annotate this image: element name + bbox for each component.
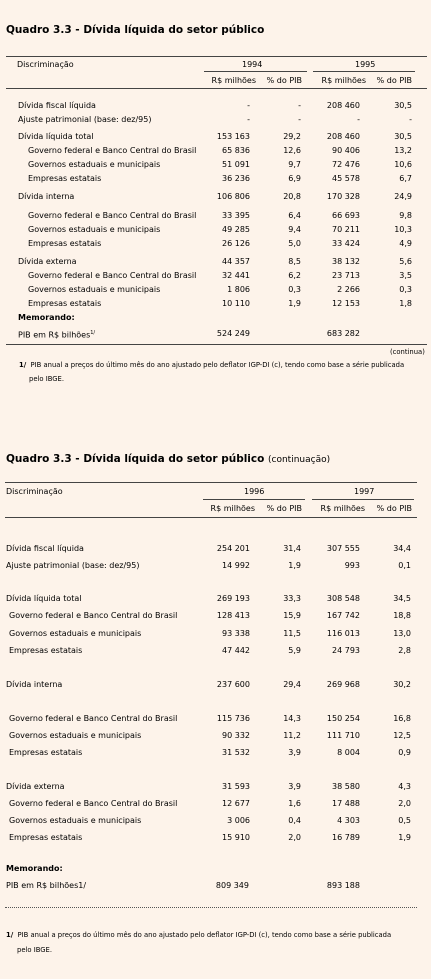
row-value: 23 713 (332, 271, 360, 280)
row-value: 26 126 (222, 239, 250, 248)
row-value: 16 789 (332, 833, 360, 842)
table2-title (6, 453, 330, 465)
row-value: 30,5 (394, 132, 412, 141)
row-value: 3,5 (399, 271, 412, 280)
row-value: 115 736 (216, 714, 250, 723)
table2-header-discriminacao: Discriminação (6, 487, 63, 496)
row-value: 29,2 (283, 132, 301, 141)
row-value: 12,5 (393, 731, 411, 740)
row-label: Empresas estatais (9, 833, 83, 842)
row-value: 0,9 (398, 748, 411, 757)
row-label: Governo federal e Banco Central do Brasil (9, 611, 178, 620)
row-value: 3,9 (288, 748, 301, 757)
row-label: Dívida líquida total (18, 132, 94, 141)
row-label: Governo federal e Banco Central do Brasil (28, 146, 197, 155)
row-label: Governos estaduais e municipais (9, 731, 142, 740)
row-label: Ajuste patrimonial (base: dez/95) (6, 561, 140, 570)
row-value: - (247, 101, 250, 110)
row-value: 6,2 (288, 271, 301, 280)
table1-header-year-2: 1995 (355, 60, 376, 69)
row-value: 6,9 (288, 174, 301, 183)
table1-footnote (19, 359, 404, 371)
table1-top-rule (6, 56, 427, 57)
row-label: Ajuste patrimonial (base: dez/95) (18, 115, 152, 124)
row-value: 49 285 (222, 225, 250, 234)
table2-footnote-line1: PIB anual a preços do último mês do ano ajustado pelo deflator IGP-DI (c), tendo como base a série publicada (17, 931, 392, 939)
row-value: 33 395 (222, 211, 250, 220)
row-value: 5,0 (288, 239, 301, 248)
row-label: Dívida interna (18, 192, 75, 201)
row-value: 11,2 (283, 731, 301, 740)
row-label: Governo federal e Banco Central do Brasil (9, 799, 178, 808)
row-value: 13,0 (393, 629, 411, 638)
table2-header-year-1: 1996 (244, 487, 265, 496)
table1-pib-1994: 524 249 (216, 329, 250, 338)
table1-year1-rule (204, 71, 307, 72)
row-value: 51 091 (222, 160, 250, 169)
row-value: 65 836 (222, 146, 250, 155)
row-value: 45 578 (332, 174, 360, 183)
row-value: 13,2 (394, 146, 412, 155)
row-value: 153 163 (216, 132, 250, 141)
row-label: Dívida fiscal líquida (6, 544, 84, 553)
row-value: 1,8 (399, 299, 412, 308)
row-value: 993 (344, 561, 360, 570)
row-value: 9,4 (288, 225, 301, 234)
row-value: 106 806 (216, 192, 250, 201)
table1-subheader: R$ milhões (321, 76, 366, 85)
row-value: 20,8 (283, 192, 301, 201)
row-value: 269 968 (326, 680, 360, 689)
table2-subheader: % do PIB (376, 504, 412, 513)
row-value: 0,1 (398, 561, 411, 570)
row-label: Dívida externa (6, 782, 65, 791)
row-value: 1,9 (288, 561, 301, 570)
table1-pib-footnote-mark: 1/ (90, 330, 96, 336)
row-value: 4,9 (399, 239, 412, 248)
row-value: 8,5 (288, 257, 301, 266)
row-label: Dívida fiscal líquida (18, 101, 96, 110)
row-label: Governo federal e Banco Central do Brasil (9, 714, 178, 723)
row-value: 15 910 (222, 833, 250, 842)
row-label: Empresas estatais (28, 174, 102, 183)
row-value: 16,8 (393, 714, 411, 723)
table1-footnote-mark: 1/ (19, 361, 27, 369)
row-label: Governo federal e Banco Central do Brasil (28, 271, 197, 280)
table2-memorando: Memorando: (6, 864, 63, 873)
row-value: 30,2 (393, 680, 411, 689)
row-value: 254 201 (216, 544, 250, 553)
row-value: 237 600 (216, 680, 250, 689)
table2-year1-rule (203, 499, 305, 500)
row-value: 12 677 (222, 799, 250, 808)
table2-title-continuacao: (continuação) (268, 455, 331, 465)
row-value: 0,5 (398, 816, 411, 825)
row-value: 116 013 (326, 629, 360, 638)
row-label: Empresas estatais (9, 646, 83, 655)
row-value: 38 580 (332, 782, 360, 791)
row-value: 3,9 (288, 782, 301, 791)
table2-header-year-2: 1997 (354, 487, 375, 496)
row-value: 12 153 (332, 299, 360, 308)
row-value: 44 357 (222, 257, 250, 266)
row-value: 0,3 (399, 285, 412, 294)
row-value: 31 593 (222, 782, 250, 791)
row-value: 1,6 (288, 799, 301, 808)
row-label: Governos estaduais e municipais (9, 816, 142, 825)
row-label: Empresas estatais (28, 299, 102, 308)
row-value: 10,6 (394, 160, 412, 169)
row-value: 9,8 (399, 211, 412, 220)
row-value: 10,3 (394, 225, 412, 234)
table1-header-discriminacao: Discriminação (17, 60, 74, 69)
row-label: Dívida líquida total (6, 594, 82, 603)
row-value: 12,6 (283, 146, 301, 155)
table1-pib-label (18, 328, 95, 341)
row-value: 93 338 (222, 629, 250, 638)
row-value: 1 806 (227, 285, 250, 294)
row-label: Dívida externa (18, 257, 77, 266)
table1-year2-rule (313, 71, 415, 72)
row-value: 2,0 (398, 799, 411, 808)
row-value: 0,4 (288, 816, 301, 825)
table1-subheader: % do PIB (376, 76, 412, 85)
row-value: 34,5 (393, 594, 411, 603)
row-value: 2,8 (398, 646, 411, 655)
table1-subheader: R$ milhões (211, 76, 256, 85)
table2-top-rule (5, 482, 417, 483)
row-value: 90 406 (332, 146, 360, 155)
row-value: - (409, 115, 412, 124)
table2-subheader: % do PIB (266, 504, 302, 513)
row-value: 5,9 (288, 646, 301, 655)
row-value: 18,8 (393, 611, 411, 620)
row-value: 308 548 (326, 594, 360, 603)
row-value: 6,7 (399, 174, 412, 183)
row-value: 111 710 (326, 731, 360, 740)
row-value: 9,7 (288, 160, 301, 169)
row-value: 269 193 (216, 594, 250, 603)
row-value: 31 532 (222, 748, 250, 757)
row-value: 150 254 (326, 714, 360, 723)
row-value: 36 236 (222, 174, 250, 183)
row-value: 72 476 (332, 160, 360, 169)
table1-continua: (continua) (390, 348, 425, 356)
row-value: 2,0 (288, 833, 301, 842)
row-label: Governos estaduais e municipais (9, 629, 142, 638)
row-value: 3 006 (227, 816, 250, 825)
row-label: Governos estaduais e municipais (28, 225, 161, 234)
table2-header-rule (5, 517, 417, 518)
table2-footnote (6, 929, 391, 941)
row-value: 8 004 (337, 748, 360, 757)
row-value: 11,5 (283, 629, 301, 638)
row-value: 24,9 (394, 192, 412, 201)
table1-header-rule (6, 88, 427, 89)
row-value: 2 266 (337, 285, 360, 294)
row-value: 34,4 (393, 544, 411, 553)
table1-pib-label-text: PIB em R$ bilhões (18, 330, 91, 340)
row-label: Empresas estatais (28, 239, 102, 248)
table2-footnote-mark: 1/ (6, 931, 14, 939)
table2-subheader: R$ milhões (320, 504, 365, 513)
row-label: Governos estaduais e municipais (28, 160, 161, 169)
table1-bottom-rule (6, 344, 427, 345)
row-value: 70 211 (332, 225, 360, 234)
row-value: 33 424 (332, 239, 360, 248)
row-value: 14 992 (222, 561, 250, 570)
row-value: - (298, 115, 301, 124)
table1-memorando: Memorando: (18, 313, 75, 322)
table2-year2-rule (312, 499, 414, 500)
row-value: 90 332 (222, 731, 250, 740)
row-value: 1,9 (288, 299, 301, 308)
table2-pib-label: PIB em R$ bilhões1/ (6, 881, 87, 890)
row-value: 170 328 (326, 192, 360, 201)
row-label: Dívida interna (6, 680, 63, 689)
row-value: - (298, 101, 301, 110)
row-value: 5,6 (399, 257, 412, 266)
row-value: 33,3 (283, 594, 301, 603)
row-value: 128 413 (216, 611, 250, 620)
row-value: 38 132 (332, 257, 360, 266)
table2-footnote-line2: pelo IBGE. (17, 946, 52, 954)
row-value: 208 460 (326, 132, 360, 141)
row-value: 6,4 (288, 211, 301, 220)
row-value: - (357, 115, 360, 124)
row-value: 14,3 (283, 714, 301, 723)
row-value: 4,3 (398, 782, 411, 791)
row-label: Governos estaduais e municipais (28, 285, 161, 294)
table2-title-text: Quadro 3.3 - Dívida líquida do setor público (6, 453, 265, 465)
row-value: 307 555 (326, 544, 360, 553)
row-value: 32 441 (222, 271, 250, 280)
row-value: 17 488 (332, 799, 360, 808)
table1-title: Quadro 3.3 - Dívida líquida do setor público (6, 24, 265, 36)
row-value: 167 742 (326, 611, 360, 620)
table1-footnote-line1: PIB anual a preços do último mês do ano ajustado pelo deflator IGP-DI (c), tendo como base a série publicada (30, 361, 405, 369)
table1-header-year-1: 1994 (242, 60, 263, 69)
row-value: 10 110 (222, 299, 250, 308)
table2-subheader: R$ milhões (210, 504, 255, 513)
row-value: 15,9 (283, 611, 301, 620)
table2-bottom-rule (5, 907, 417, 908)
table2-pib-1997: 893 188 (326, 881, 360, 890)
row-value: 31,4 (283, 544, 301, 553)
row-label: Empresas estatais (9, 748, 83, 757)
row-value: 66 693 (332, 211, 360, 220)
row-value: 30,5 (394, 101, 412, 110)
row-value: 4 303 (337, 816, 360, 825)
row-value: 24 793 (332, 646, 360, 655)
table2-pib-1996: 809 349 (215, 881, 249, 890)
row-value: 208 460 (326, 101, 360, 110)
row-value: 47 442 (222, 646, 250, 655)
row-value: - (247, 115, 250, 124)
table1-pib-1995: 683 282 (326, 329, 360, 338)
row-value: 1,9 (398, 833, 411, 842)
table1-footnote-line2: pelo IBGE. (29, 375, 64, 383)
row-label: Governo federal e Banco Central do Brasil (28, 211, 197, 220)
row-value: 29,4 (283, 680, 301, 689)
table1-subheader: % do PIB (266, 76, 302, 85)
row-value: 0,3 (288, 285, 301, 294)
